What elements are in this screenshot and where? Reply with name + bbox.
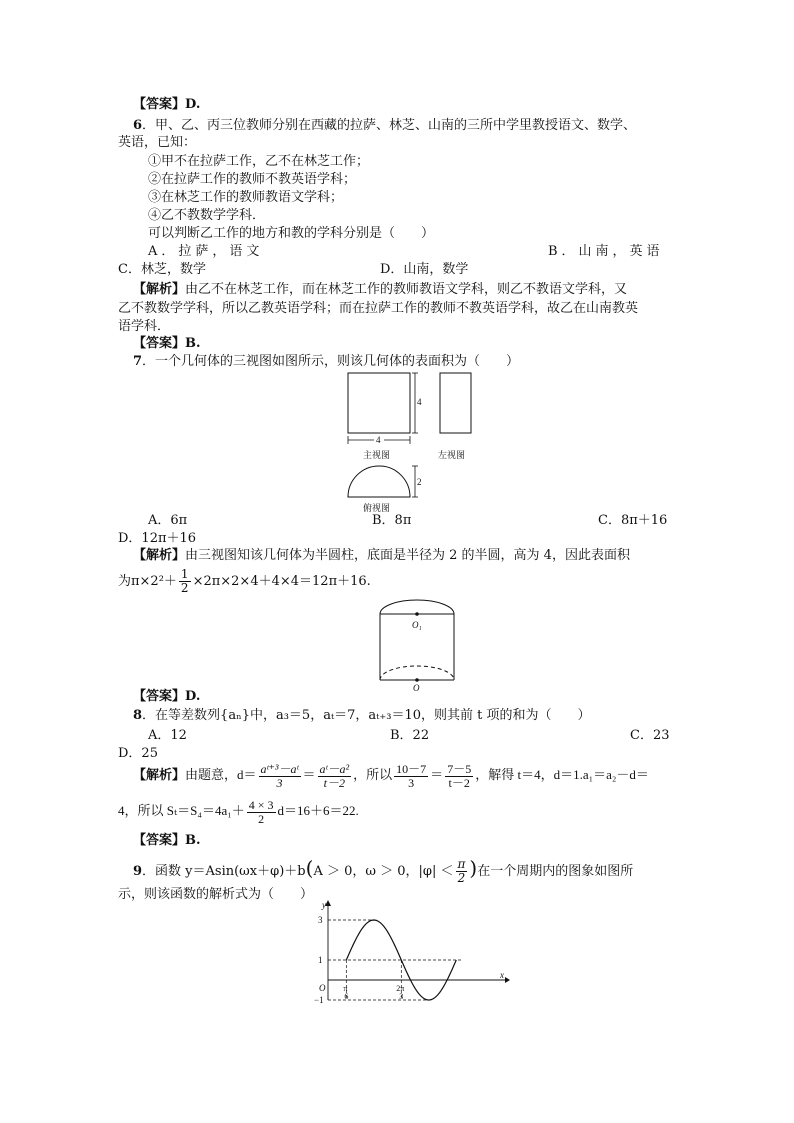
width-dimension: 4 <box>376 435 381 445</box>
analysis-text: 由三视图知该几何体为半圆柱，底面是半径为 2 的半圆，高为 4，因此表面积 <box>185 548 630 563</box>
q8-option-d: D．25 <box>118 746 158 761</box>
answer-label: 【答案】 <box>133 689 186 704</box>
q6-analysis-line-2: 乙不教数学学科，所以乙教英语学科；而在拉萨工作的教师不教英语学科，故乙在山南教英 <box>118 301 639 316</box>
q8-option-b: B．22 <box>390 728 430 743</box>
analysis-text: 为π×2²＋ <box>118 574 177 589</box>
q8-answer <box>133 832 201 850</box>
side-view-rect <box>440 373 471 433</box>
q7-analysis-line-2 <box>118 568 371 596</box>
tick-2pi3-den: 3 <box>399 992 404 1001</box>
top-dimension: 2 <box>417 477 422 487</box>
top-view-label: 俯视图 <box>363 503 391 513</box>
analysis-text: ×2π×2×4＋4×4＝12π＋16. <box>192 574 371 589</box>
fraction: $\frac{1}{2}$ <box>180 567 189 595</box>
analysis-text: d＝16＋6＝22. <box>277 803 359 818</box>
bottom-arc-hidden <box>380 666 454 680</box>
answer-label: 【答案】 <box>133 97 186 112</box>
q6-condition-1: ①甲不在拉萨工作，乙不在林芝工作； <box>148 154 370 169</box>
question-stem: ．一个几何体的三视图如图所示，则该几何体的表面积为（ ） <box>142 354 520 369</box>
answer-value: B. <box>185 833 201 848</box>
q9-stem-line-1: 9．函数 y＝Asin(ωx＋φ)＋b(A ＞ 0，ω ＞ 0，|φ| ＜ $\frac{\pi}{2}$ )在一个周期内的图象如图所 <box>133 856 634 885</box>
center-o <box>415 678 419 682</box>
analysis-label: 【解析】 <box>133 767 186 782</box>
q9-stem-line-2: 示，则该函数的解析式为（ ） <box>118 887 314 902</box>
tick-minus-1: −1 <box>314 995 324 1005</box>
analysis-label: 【解析】 <box>133 548 186 563</box>
q7-answer <box>133 688 200 706</box>
q6-option-d: D．山南，数学 <box>380 262 469 277</box>
tick-pi6-den: 6 <box>344 992 349 1001</box>
x-axis-arrow <box>505 977 510 983</box>
q6-answer <box>133 335 201 353</box>
q8-option-a: A．12 <box>148 728 187 743</box>
q6-analysis-line-1 <box>133 281 627 299</box>
question-number: 6 <box>133 118 143 133</box>
q7-option-c: C．8π＋16 <box>598 513 668 528</box>
q7-analysis-line-1 <box>133 547 630 565</box>
question-stem: ．函数 y＝Asin(ωx＋φ)＋b <box>142 864 306 879</box>
q6-option-a: A．拉萨，语文 <box>148 244 264 259</box>
answer-value: B. <box>185 336 201 351</box>
q6-option-b: B．山南，英语 <box>548 244 664 259</box>
fraction: $\frac{\pi}{2}$ <box>457 857 466 885</box>
q6-condition-2: ②在拉萨工作的教师不教英语学科； <box>148 172 357 187</box>
q6-condition-4: ④乙不教数学学科． <box>148 208 266 223</box>
q8-analysis-line-1: 【解析】由题意，d＝ $\frac{\text{aᵗ⁺³－aᵗ}}{3}$ ＝ $\frac{\text{aᵗ－a²}}{t-2}$ ，所以 $\frac{10-7}{3}$ ＝ $\frac{7-5}{t-2}$ ，解得 t＝4，d＝1.a₁＝a₂－d＝ <box>133 761 649 790</box>
q6-condition-3: ③在林芝工作的教师教语文学科； <box>148 190 344 205</box>
q8-analysis-line-2 <box>118 796 359 826</box>
side-view-label: 左视图 <box>438 450 466 460</box>
fraction: $\frac{\text{aᵗ⁺³－aᵗ}}{3}$ <box>260 761 299 790</box>
y-axis-label: y <box>322 900 326 910</box>
q6-stem-line-1 <box>133 117 636 135</box>
question-number: 7 <box>133 354 143 369</box>
q8-option-c: C．23 <box>630 728 670 743</box>
tick-pi6-num: π <box>343 984 348 993</box>
q7-option-a: A．6π <box>148 513 188 528</box>
q6-option-c: C．林芝，数学 <box>118 262 206 277</box>
q6-stem-line-2: 英语，已知： <box>118 135 197 150</box>
q8-stem <box>133 707 590 725</box>
center-o1 <box>415 612 419 616</box>
front-view-label: 主视图 <box>363 450 391 460</box>
question-number: 8 <box>133 708 143 723</box>
top-arc <box>380 600 454 614</box>
q7-option-d: D．12π＋16 <box>118 531 197 546</box>
tick-1: 1 <box>318 955 323 965</box>
fraction: $\frac{7-5}{t-2}$ <box>447 761 472 790</box>
q5-answer <box>133 96 200 114</box>
fraction: $\frac{10-7}{3}$ <box>396 761 427 790</box>
top-view-semicircle <box>348 466 410 497</box>
q6-analysis-line-3: 语学科． <box>118 319 171 334</box>
question-number: 9 <box>133 864 143 879</box>
fraction: $\frac{\text{aᵗ－a²}}{t-2}$ <box>319 761 350 790</box>
origin-label: O <box>319 983 326 993</box>
question-stem: ．在等差数列{aₙ}中，a₃＝5，aₜ＝7，aₜ₊₃＝10，则其前 t 项的和为（ ） <box>142 708 591 723</box>
tick-2pi3-num: 2π <box>396 984 405 993</box>
q6-question: 可以判断乙工作的地方和教的学科分别是（ ） <box>148 226 435 241</box>
x-axis-label: x <box>500 970 504 980</box>
analysis-text: 4，所以 Sₜ＝S₄＝4a₁＋ <box>118 803 245 818</box>
o1-label: O₁ <box>412 620 422 630</box>
q7-option-b: B．8π <box>372 513 412 528</box>
sine-graph <box>310 900 510 1010</box>
tick-3: 3 <box>318 915 323 925</box>
half-cylinder-figure <box>378 600 458 692</box>
analysis-text: ，解得 t＝4，d＝1.a₁＝a₂－d＝ <box>475 767 649 782</box>
q7-stem <box>133 353 519 371</box>
front-view-square <box>348 373 410 433</box>
fraction: $\frac{4 \times 3}{2}$ <box>248 797 274 826</box>
analysis-label: 【解析】 <box>133 282 186 297</box>
answer-value: D. <box>185 97 201 112</box>
answer-label: 【答案】 <box>133 336 186 351</box>
analysis-text: 由题意，d＝ <box>185 767 257 782</box>
question-stem: ．甲、乙、丙三位教师分别在西藏的拉萨、林芝、山南的三所中学里教授语文、数学、 <box>142 118 637 133</box>
height-dimension: 4 <box>417 397 422 407</box>
analysis-text: 由乙不在林芝工作，而在林芝工作的教师教语文学科，则乙不教语文学科，又 <box>185 282 628 297</box>
answer-label: 【答案】 <box>133 833 186 848</box>
o-label: O <box>413 683 420 693</box>
three-view-figure <box>340 370 480 515</box>
answer-value: D. <box>185 689 201 704</box>
